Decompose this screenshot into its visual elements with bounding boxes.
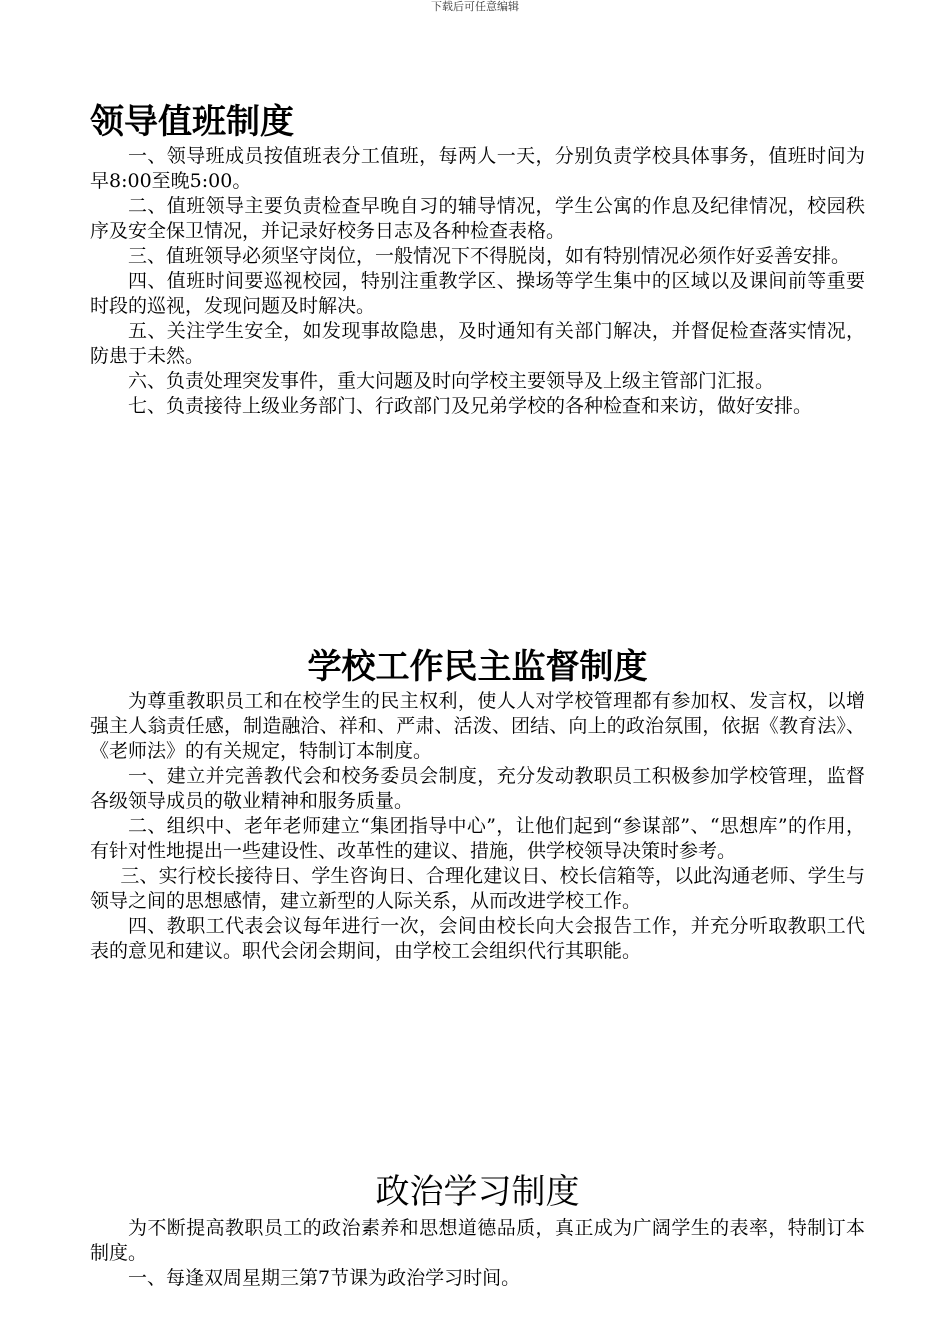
page-header-note: 下载后可任意编辑 (431, 0, 519, 13)
paragraph: 为不断提高教职员工的政治素养和思想道德品质，真正成为广阔学生的表率，特制订本制度。 (90, 1217, 865, 1264)
section-title: 政治学习制度 (375, 1172, 580, 1212)
paragraph: 一、每逢双周星期三第7节课为政治学习时间。 (128, 1267, 521, 1289)
paragraph: 四、值班时间要巡视校园，特别注重教学区、操场等学生集中的区域以及课间前等重要时段的巡视，发现问题及时解决。 (90, 270, 865, 317)
section-title: 领导值班制度 (90, 102, 294, 142)
paragraph: 七、负责接待上级业务部门、行政部门及兄弟学校的各种检查和来访，做好安排。 (128, 395, 813, 417)
section-title: 学校工作民主监督制度 (307, 647, 648, 687)
paragraph: 三、实行校长接待日、学生咨询日、合理化建议日、校长信箱等，以此沟通老师、学生与领导之间的思想感情，建立新型的人际关系，从而改进学校工作。 (90, 865, 865, 912)
paragraph: 一、建立并完善教代会和校务委员会制度，充分发动教职员工积极参加学校管理，监督各级领导成员的敬业精神和服务质量。 (90, 765, 865, 812)
paragraph: 二、值班领导主要负责检查早晚自习的辅导情况，学生公寓的作息及纪律情况，校园秩序及安全保卫情况，并记录好校务日志及各种检查表格。 (90, 195, 865, 242)
paragraph: 三、值班领导必须坚守岗位，一般情况下不得脱岗，如有特别情况必须作好妥善安排。 (128, 245, 851, 267)
paragraph: 四、教职工代表会议每年进行一次，会间由校长向大会报告工作，并充分听取教职工代表的意见和建议。职代会闭会期间，由学校工会组织代行其职能。 (90, 915, 865, 962)
section-democratic-supervision (90, 645, 865, 964)
paragraph: 六、负责处理突发事件，重大问题及时向学校主要领导及上级主管部门汇报。 (128, 370, 775, 392)
paragraph: 二、组织中、老年老师建立“集团指导中心”，让他们起到“参谋部”、“思想库”的作用，有针对性地提出一些建设性、改革性的建议、措施，供学校领导决策时参考。 (90, 815, 865, 862)
paragraph: 为尊重教职员工和在校学生的民主权利，使人人对学校管理都有参加权、发言权，以增强主人翁责任感，制造融洽、祥和、严肃、活泼、团结、向上的政治氛围，依据《教育法》、《老师法》的有关规定，特制订本制度。 (90, 690, 865, 762)
section-political-study (90, 1168, 865, 1291)
paragraph: 一、领导班成员按值班表分工值班，每两人一天，分别负责学校具体事务，值班时间为早8:00至晚5:00。 (90, 145, 865, 192)
paragraph: 五、关注学生安全，如发现事故隐患，及时通知有关部门解决，并督促检查落实情况，防患于未然。 (90, 320, 865, 367)
section-duty-system (90, 100, 865, 419)
